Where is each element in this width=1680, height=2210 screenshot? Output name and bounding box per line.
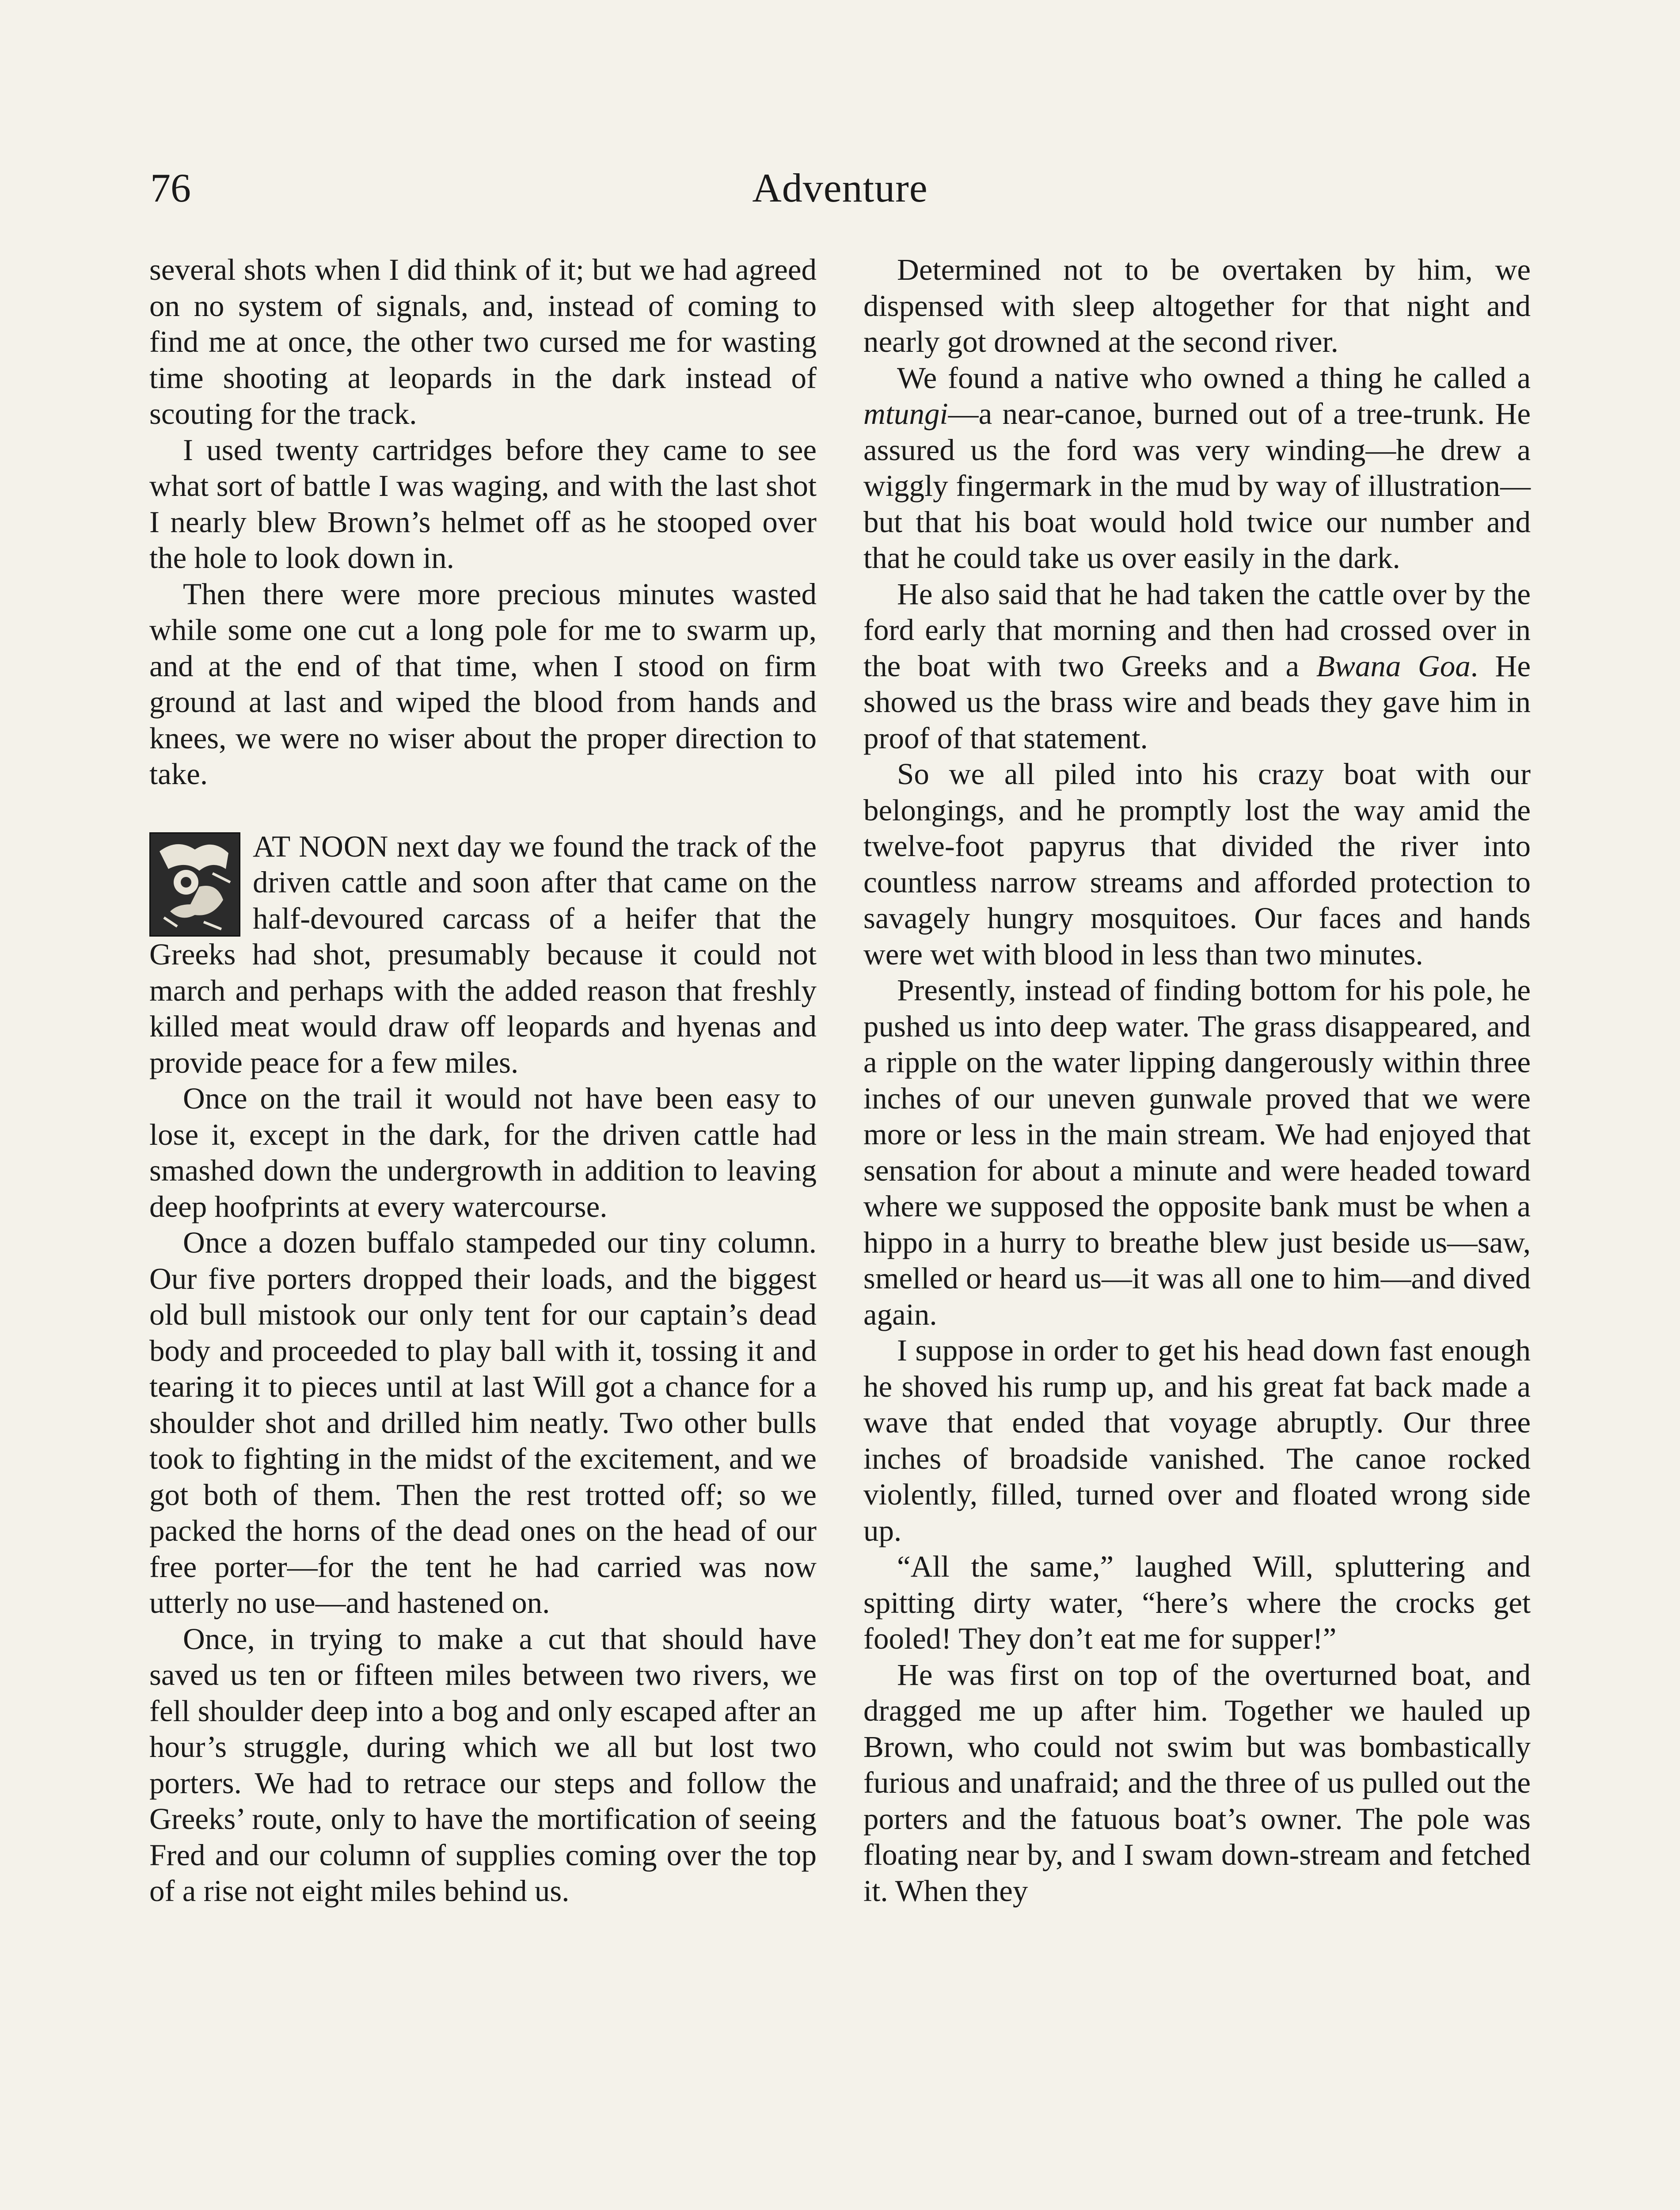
paragraph: He was first on top of the overturned boat, and dragged me up after him. Together we hauled up Brown, who could not swim but was bombastically furious and unafraid; and the three of us pulled out the porters and the fatuous boat’s owner. The pole was floating near by, and I swam down-stream and fetched it. When they [863,1658,1531,1908]
paragraph-text: next day we found the track of the driven cattle and soon after that came on the half-devoured carcass of a heifer that the Greeks had shot, presumably because it could not march and perhaps with the added reason that freshly killed meat would draw off leopards and hyenas and provide peace for a few miles. [149,829,817,1079]
page-header [150,159,1530,217]
text-run: We found a native who owned a thing he called a [897,361,1531,395]
section-break [149,793,817,829]
paragraph: I suppose in order to get his head down fast enough he shoved his rump up, and his great fat back made a wave that ended that voyage abruptly. Our three inches of broadside vanished. The canoe rocked violently, filled, turned over and floated wrong side up. [863,1334,1531,1547]
italic-term: mtungi [863,397,948,431]
paragraph: Once on the trail it would not have been easy to lose it, except in the dark, for the driven cattle had smashed down the undergrowth in addition to leaving deep hoofprints at every watercourse. [149,1082,817,1223]
text-run: He also said that he had taken the cattle over by the ford early that morning and then had crossed over in the boat with two Greeks and a [863,577,1531,683]
paragraph [863,360,1531,576]
ornamental-initial-icon [149,832,240,937]
right-column [863,252,1531,1909]
paragraph: Determined not to be overtaken by him, we dispensed with sleep altogether for that night and nearly got drowned at the second river. [863,253,1531,358]
paragraph: Presently, instead of finding bottom for his pole, he pushed us into deep water. The grass disappeared, and a ripple on the water lipping dangerously within three inches of our uneven gunwale proved that we were more or less in the main stream. We had enjoyed that sensation for about a minute and were headed toward where we supposed the opposite bank must be when a hippo in a hurry to breathe blew just beside us—saw, smelled or heard us—it was all one to him—and dived again. [863,973,1531,1331]
left-column [149,252,817,1909]
paragraph [863,576,1531,757]
paragraph: So we all piled into his crazy boat with our belongings, and he promptly lost the way amid the twelve-foot papyrus that divided the river into countless narrow streams and afforded protection to savagely hungry mosquitoes. Our faces and hands were wet with blood in less than two minutes. [863,757,1531,971]
text-run: . He showed us the brass wire and beads they gave him in proof of that statement. [863,649,1531,755]
page-number: 76 [150,165,191,210]
paragraph: Once a dozen buffalo stampeded our tiny column. Our five porters dropped their loads, and the biggest old bull mistook our only tent for our captain’s dead body and proceeded to play ball with it, tossing it and tearing it to pieces until at last Will got a chance for a shoulder shot and drilled him neatly. Two other bulls took to fighting in the midst of the excitement, and we got both of them. Then the rest trotted off; so we packed the horns of the dead ones on the head of our free porter—for the tent he had carried was now utterly no use—and hastened on. [149,1226,817,1619]
paragraph: I used twenty cartridges before they came to see what sort of battle I was waging, and with the last shot I nearly blew Brown’s helmet off as he stooped over the hole to look down in. [149,433,817,575]
opening-words: AT NOON [253,829,389,863]
italic-term: Bwana Goa [1316,649,1471,683]
paragraph: Then there were more precious minutes wasted while some one cut a long pole for me to swarm up, and at the end of that time, when I stood on firm ground at last and wiped the blood from hands and knees, we were no wiser about the proper direction to take. [149,577,817,791]
text-run: —a near-canoe, burned out of a tree-trunk. He assured us the ford was very winding—he drew a wiggly fingermark in the mud by way of illustration—but that his boat would hold twice our number and that he could take us over easily in the dark. [863,397,1531,575]
paragraph: Once, in trying to make a cut that should have saved us ten or fifteen miles between two rivers, we fell shoulder deep into a bog and only escaped after an hour’s struggle, during which we all but lost two porters. We had to retrace our steps and follow the Greeks’ route, only to have the mortification of seeing Fred and our column of supplies coming over the top of a rise not eight miles behind us. [149,1622,817,1908]
paragraph-with-ornament [149,829,817,1081]
paragraph: “All the same,” laughed Will, spluttering and spitting dirty water, “here’s where the crocks get fooled! They don’t eat me for supper!” [863,1550,1531,1655]
paragraph: several shots when I did think of it; but we had agreed on no system of signals, and, instead of coming to find me at once, the other two cursed me for wasting time shooting at leopards in the dark instead of scouting for the track. [149,253,817,431]
running-title: Adventure [752,165,928,210]
